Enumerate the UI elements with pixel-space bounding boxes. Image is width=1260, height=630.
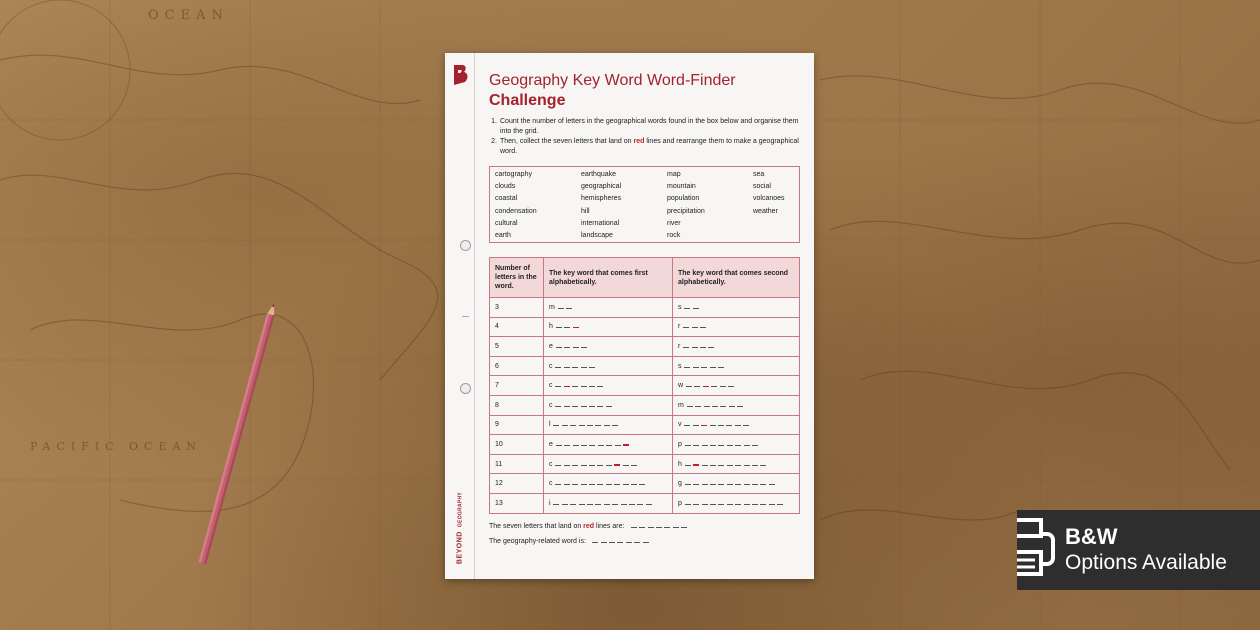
- grid-row: [490, 298, 800, 318]
- blank-line: [637, 504, 643, 505]
- answer-cell-second[interactable]: [673, 298, 800, 318]
- blank-line: [564, 327, 570, 328]
- title-line-1: Geography Key Word Word-Finder: [489, 72, 736, 89]
- blank-line: [685, 465, 691, 466]
- blank-line: [639, 527, 645, 528]
- blank-line: [606, 406, 612, 407]
- blank-line: [692, 347, 698, 348]
- blank-line: [597, 465, 603, 466]
- blank-line: [681, 527, 687, 528]
- blank-line: [693, 445, 699, 446]
- letter-count: 10: [490, 435, 544, 455]
- blank-line: [606, 484, 612, 485]
- blank-line: [572, 465, 578, 466]
- blank-line: [612, 504, 618, 505]
- footer-text: lines are:: [594, 523, 625, 530]
- title-line-2: Challenge: [489, 92, 566, 109]
- answer-cell-first[interactable]: [544, 493, 673, 513]
- blank-line: [589, 367, 595, 368]
- blank-line: [609, 542, 615, 543]
- answer-cell-first[interactable]: [544, 395, 673, 415]
- blank-line: [553, 504, 559, 505]
- word-box-item: earthquake: [581, 171, 617, 178]
- blank-line: [735, 425, 741, 426]
- blank-line: [581, 367, 587, 368]
- blank-line: [695, 406, 701, 407]
- blank-line: [700, 347, 706, 348]
- blank-line: [612, 425, 618, 426]
- grid-row: [490, 415, 800, 435]
- instruction-number: 1.: [491, 118, 497, 125]
- blank-line: [752, 504, 758, 505]
- answer-cell-second[interactable]: [673, 415, 800, 435]
- starting-letter: c: [549, 401, 553, 409]
- blank-line: [604, 504, 610, 505]
- blank-line: [597, 386, 603, 387]
- blank-line: [573, 347, 579, 348]
- blank-line: [606, 445, 612, 446]
- letter-count: 12: [490, 474, 544, 494]
- blank-line: [573, 445, 579, 446]
- blank-line: [579, 425, 585, 426]
- starting-letter: r: [678, 342, 681, 350]
- grid-row: [490, 435, 800, 455]
- fold-mark: [462, 316, 469, 317]
- blank-line: [617, 542, 623, 543]
- instruction-text: Count the number of letters in the geographical words found in the box below and organise them into the grid.: [500, 118, 799, 135]
- instruction-1: [489, 117, 800, 136]
- blank-line: [634, 542, 640, 543]
- starting-letter: g: [678, 480, 683, 488]
- blank-line: [581, 386, 587, 387]
- blank-line: [589, 445, 595, 446]
- word-box-item: international: [581, 219, 620, 227]
- map-label-pacific: PACIFIC OCEAN: [30, 440, 203, 453]
- blank-line: [581, 406, 587, 407]
- blank-line: [710, 484, 716, 485]
- blank-line: [683, 327, 689, 328]
- blank-line: [737, 406, 743, 407]
- starting-letter: c: [549, 382, 553, 390]
- blank-line: [615, 445, 621, 446]
- blank-line: [710, 445, 716, 446]
- blank-line: [656, 527, 662, 528]
- word-box-item: clouds: [495, 183, 516, 191]
- blank-line: [685, 445, 691, 446]
- blank-line: [744, 484, 750, 485]
- blank-line: [564, 347, 570, 348]
- blank-line: [718, 465, 724, 466]
- blank-line: [581, 465, 587, 466]
- blank-line: [595, 504, 601, 505]
- blank-line: [684, 425, 690, 426]
- starting-letter: v: [678, 421, 682, 429]
- answer-blanks: [628, 523, 687, 530]
- answer-cell-second[interactable]: [673, 376, 800, 396]
- blank-line: [702, 445, 708, 446]
- letter-count: 6: [490, 356, 544, 376]
- blank-line: [710, 425, 716, 426]
- blank-line: [629, 504, 635, 505]
- blank-line: [720, 406, 726, 407]
- blank-line: [693, 367, 699, 368]
- starting-letter: r: [678, 323, 681, 331]
- blank-line: [558, 308, 564, 309]
- blank-line: [728, 386, 734, 387]
- instructions: [489, 117, 800, 157]
- starting-letter: m: [549, 303, 556, 311]
- blank-line: [646, 504, 652, 505]
- blank-line: [702, 484, 708, 485]
- answer-cell-first[interactable]: [544, 298, 673, 318]
- answer-cell-first[interactable]: [544, 454, 673, 474]
- answer-cell-second[interactable]: [673, 454, 800, 474]
- answer-cell-first[interactable]: [544, 317, 673, 337]
- red-blank-line: [703, 386, 709, 388]
- blank-line: [683, 347, 689, 348]
- blank-line: [626, 542, 632, 543]
- blank-line: [566, 308, 572, 309]
- starting-letter: p: [678, 499, 683, 507]
- word-box-item: geographical: [581, 183, 622, 191]
- blank-line: [601, 542, 607, 543]
- word-box-item: earth: [495, 231, 511, 239]
- blank-line: [712, 406, 718, 407]
- answer-cell-second[interactable]: [673, 356, 800, 376]
- blank-line: [556, 445, 562, 446]
- blank-line: [581, 445, 587, 446]
- blank-line: [711, 386, 717, 387]
- grid-header-first: The key word that comes first alphabetically.: [544, 258, 673, 298]
- grid-row: [490, 454, 800, 474]
- blank-line: [701, 367, 707, 368]
- blank-line: [752, 484, 758, 485]
- word-box-item: rock: [667, 231, 681, 239]
- blank-line: [581, 484, 587, 485]
- worksheet: [445, 53, 814, 579]
- footer-text: The seven letters that land on: [489, 523, 584, 530]
- blank-line: [589, 484, 595, 485]
- blank-line: [592, 542, 598, 543]
- blank-line: [556, 347, 562, 348]
- blank-line: [581, 347, 587, 348]
- red-blank-line: [701, 425, 707, 427]
- red-blank-line: [623, 444, 629, 446]
- word-box-item: river: [667, 219, 681, 227]
- blank-line: [564, 465, 570, 466]
- blank-line: [710, 367, 716, 368]
- word-box-item: precipitation: [667, 207, 705, 215]
- starting-letter: c: [549, 460, 553, 468]
- blank-line: [720, 386, 726, 387]
- answer-cell-second[interactable]: [673, 474, 800, 494]
- blank-line: [598, 445, 604, 446]
- blank-line: [727, 484, 733, 485]
- blank-line: [631, 484, 637, 485]
- blank-line: [752, 465, 758, 466]
- letter-count: 9: [490, 415, 544, 435]
- blank-line: [555, 484, 561, 485]
- blank-line: [555, 386, 561, 387]
- badge-title: B&W: [1065, 524, 1118, 549]
- blank-line: [589, 386, 595, 387]
- blank-line: [735, 484, 741, 485]
- blank-line: [579, 504, 585, 505]
- blank-line: [777, 504, 783, 505]
- blank-line: [710, 465, 716, 466]
- blank-line: [556, 327, 562, 328]
- starting-letter: e: [549, 342, 554, 350]
- answer-cell-first[interactable]: [544, 337, 673, 357]
- word-box-item: coastal: [495, 195, 518, 203]
- answer-cell-first[interactable]: [544, 415, 673, 435]
- blank-line: [727, 465, 733, 466]
- punch-hole: [460, 383, 471, 394]
- blank-line: [572, 406, 578, 407]
- blank-line: [760, 465, 766, 466]
- word-box-item: hill: [581, 207, 590, 215]
- blank-line: [718, 425, 724, 426]
- blank-line: [587, 425, 593, 426]
- blank-line: [572, 484, 578, 485]
- blank-line: [587, 504, 593, 505]
- red-blank-line: [614, 464, 620, 466]
- blank-line: [760, 504, 766, 505]
- answer-blanks: [590, 538, 649, 545]
- blank-line: [692, 327, 698, 328]
- starting-letter: m: [678, 401, 685, 409]
- margin-line: [474, 53, 475, 579]
- blank-line: [708, 347, 714, 348]
- blank-line: [685, 504, 691, 505]
- blank-line: [564, 367, 570, 368]
- letter-count: 11: [490, 454, 544, 474]
- starting-letter: e: [549, 440, 554, 448]
- blank-line: [769, 504, 775, 505]
- blank-line: [718, 504, 724, 505]
- word-box-item: cultural: [495, 219, 518, 227]
- blank-line: [693, 425, 699, 426]
- word-box: [489, 166, 800, 243]
- map-label-ocean: OCEAN: [148, 8, 229, 23]
- answer-cell-second[interactable]: [673, 493, 800, 513]
- word-box-item: condensation: [495, 207, 537, 215]
- letter-count: 5: [490, 337, 544, 357]
- blank-line: [597, 406, 603, 407]
- blank-line: [735, 465, 741, 466]
- blank-line: [664, 527, 670, 528]
- grid-header-row: [490, 258, 800, 298]
- answer-cell-second[interactable]: [673, 395, 800, 415]
- blank-line: [595, 425, 601, 426]
- answer-grid: [489, 257, 800, 514]
- blank-line: [744, 445, 750, 446]
- answer-cell-second[interactable]: [673, 435, 800, 455]
- blank-line: [710, 504, 716, 505]
- blank-line: [562, 504, 568, 505]
- answer-cell-second[interactable]: [673, 317, 800, 337]
- word-box-item: mountain: [667, 183, 696, 191]
- blank-line: [686, 386, 692, 387]
- blank-line: [769, 484, 775, 485]
- blank-line: [760, 484, 766, 485]
- blank-line: [597, 484, 603, 485]
- instruction-text-part: lines and rearrange them to make a geographical word.: [500, 138, 799, 155]
- letter-count: 4: [490, 317, 544, 337]
- word-box-item: population: [667, 195, 700, 203]
- bw-options-badge: [1017, 510, 1260, 590]
- starting-letter: c: [549, 480, 553, 488]
- blank-line: [744, 465, 750, 466]
- blank-line: [564, 445, 570, 446]
- letter-count: 8: [490, 395, 544, 415]
- letter-count: 7: [490, 376, 544, 396]
- footer-line-1: [489, 523, 687, 530]
- brand-main: BEYOND: [456, 531, 464, 565]
- blank-line: [614, 484, 620, 485]
- footer-line-2: [489, 538, 649, 545]
- blank-line: [718, 367, 724, 368]
- blank-line: [718, 484, 724, 485]
- blank-line: [735, 504, 741, 505]
- word-box-item: landscape: [581, 231, 613, 239]
- blank-line: [693, 484, 699, 485]
- starting-letter: c: [549, 362, 553, 370]
- letter-count: 3: [490, 298, 544, 318]
- blank-line: [648, 527, 654, 528]
- blank-line: [555, 406, 561, 407]
- blank-line: [570, 504, 576, 505]
- grid-row: [490, 337, 800, 357]
- footer-highlight: red: [583, 523, 595, 530]
- blank-line: [673, 527, 679, 528]
- beyond-logo-icon: [451, 63, 469, 87]
- grid-row: [490, 317, 800, 337]
- blank-line: [631, 527, 637, 528]
- instruction-text: [500, 137, 800, 156]
- blank-line: [643, 542, 649, 543]
- red-blank-line: [564, 386, 570, 388]
- blank-line: [743, 425, 749, 426]
- answer-cell-second[interactable]: [673, 337, 800, 357]
- word-box-item: hemispheres: [581, 195, 622, 203]
- blank-line: [555, 367, 561, 368]
- starting-letter: h: [678, 460, 683, 468]
- word-box-item: social: [753, 183, 771, 191]
- grid-row: [490, 376, 800, 396]
- blank-line: [570, 425, 576, 426]
- blank-line: [553, 425, 559, 426]
- grid-header-second: The key word that comes second alphabetically.: [673, 258, 800, 298]
- blank-line: [694, 386, 700, 387]
- blank-line: [727, 504, 733, 505]
- blank-line: [693, 504, 699, 505]
- starting-letter: i: [549, 499, 552, 507]
- blank-line: [621, 504, 627, 505]
- blank-line: [685, 484, 691, 485]
- starting-letter: w: [678, 382, 684, 390]
- brand-vertical: [448, 483, 472, 573]
- blank-line: [572, 386, 578, 387]
- blank-line: [684, 308, 690, 309]
- blank-line: [727, 445, 733, 446]
- starting-letter: s: [678, 303, 682, 311]
- blank-line: [623, 465, 629, 466]
- blank-line: [606, 465, 612, 466]
- answer-cell-first[interactable]: [544, 474, 673, 494]
- starting-letter: s: [678, 362, 682, 370]
- blank-line: [729, 406, 735, 407]
- grid-row: [490, 356, 800, 376]
- blank-line: [735, 445, 741, 446]
- answer-cell-first[interactable]: [544, 356, 673, 376]
- word-box-item: cartography: [495, 171, 532, 178]
- instruction-2: [489, 137, 800, 156]
- blank-line: [639, 484, 645, 485]
- blank-line: [604, 425, 610, 426]
- blank-line: [687, 406, 693, 407]
- blank-line: [702, 465, 708, 466]
- blank-line: [562, 425, 568, 426]
- blank-line: [555, 465, 561, 466]
- starting-letter: h: [549, 323, 554, 331]
- word-box-item: sea: [753, 171, 765, 178]
- footer-text: The geography-related word is:: [489, 538, 586, 545]
- answer-cell-first[interactable]: [544, 435, 673, 455]
- letter-count: 13: [490, 493, 544, 513]
- blank-line: [700, 327, 706, 328]
- blank-line: [564, 406, 570, 407]
- instruction-highlight: red: [633, 138, 645, 145]
- word-box-item: map: [667, 171, 681, 178]
- blank-line: [684, 367, 690, 368]
- blank-line: [726, 425, 732, 426]
- punch-hole: [460, 240, 471, 251]
- blank-line: [718, 445, 724, 446]
- badge-subtitle: Options Available: [1065, 551, 1227, 574]
- answer-cell-first[interactable]: [544, 376, 673, 396]
- grid-row: [490, 474, 800, 494]
- grid-header-letters: Number of letters in the word.: [490, 258, 544, 298]
- instruction-number: 2.: [491, 138, 497, 145]
- worksheet-title: [489, 71, 736, 111]
- blank-line: [589, 465, 595, 466]
- blank-line: [623, 484, 629, 485]
- printer-icon: [1017, 510, 1260, 590]
- red-blank-line: [573, 327, 579, 329]
- red-blank-line: [693, 464, 699, 466]
- brand-sub: GEOGRAPHY: [457, 491, 464, 528]
- grid-row: [490, 395, 800, 415]
- word-box-item: volcanoes: [753, 195, 785, 203]
- starting-letter: l: [549, 421, 552, 429]
- blank-line: [631, 465, 637, 466]
- starting-letter: p: [678, 440, 683, 448]
- blank-line: [572, 367, 578, 368]
- blank-line: [744, 504, 750, 505]
- blank-line: [704, 406, 710, 407]
- blank-line: [702, 504, 708, 505]
- blank-line: [693, 308, 699, 309]
- blank-line: [564, 484, 570, 485]
- blank-line: [752, 445, 758, 446]
- blank-line: [589, 406, 595, 407]
- grid-row: [490, 493, 800, 513]
- word-box-item: weather: [753, 207, 778, 215]
- instruction-text-part: Then, collect the seven letters that land on: [500, 138, 634, 145]
